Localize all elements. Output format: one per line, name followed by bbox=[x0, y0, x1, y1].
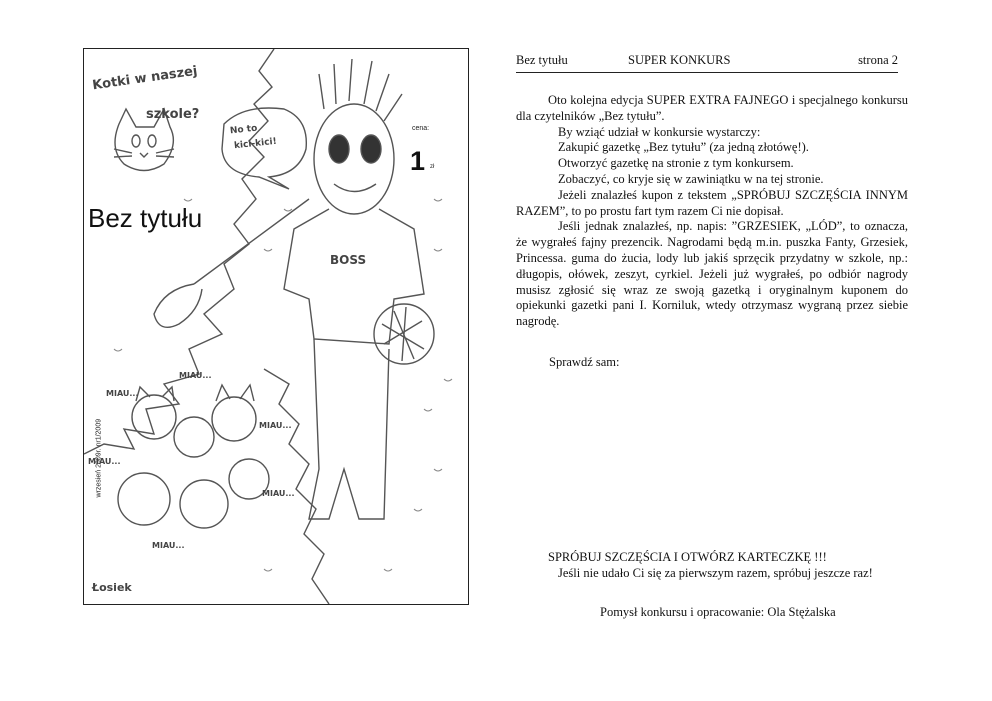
price-value: 1 bbox=[410, 146, 426, 176]
price-unit: zł bbox=[430, 164, 435, 170]
header-title: Bez tytułu bbox=[516, 53, 568, 67]
cats-group-drawing bbox=[118, 385, 269, 528]
article-body bbox=[516, 93, 908, 330]
article-paragraph: Oto kolejna edycja SUPER EXTRA FAJNEGO i specjalnego konkursu dla czytelników „Bez tytułu”. bbox=[516, 93, 908, 123]
check-yourself-text: Sprawdź sam: bbox=[549, 355, 620, 369]
price-label: cena: bbox=[412, 125, 430, 132]
shirt-text: BOSS bbox=[330, 253, 367, 267]
article-paragraph: Zobaczyć, co kryje się w zawiniątku w na tej stronie. bbox=[558, 171, 824, 186]
meow-text: MIAU... bbox=[259, 421, 292, 430]
meow-text: MIAU... bbox=[262, 489, 295, 498]
meow-text: MIAU... bbox=[88, 457, 121, 466]
header-page-number: strona 2 bbox=[858, 53, 898, 67]
meow-text: MIAU... bbox=[179, 371, 212, 380]
magazine-cover bbox=[83, 48, 469, 605]
closing-block bbox=[516, 550, 908, 582]
article-paragraph: Jeżeli znalazłeś kupon z tekstem „SPRÓBUJ SZCZĘŚCIA INNYM RAZEM”, to po prostu fart tym razem Ci nie dopisał. bbox=[516, 187, 908, 218]
page-header bbox=[516, 52, 898, 73]
article-paragraph: Jeśli jednak znalazłeś, np. napis: ”GRZESIEK, „LÓD”, to oznacza, że wygrałeś fajny prezencik. Nagrodami będą m.in. puszka Fanty, Grzesiek, Princessa. guma do żucia, lody lub jakiś sprzęcik przydatny w szkole, np.: długopis, ołówek, zeszyt, cyrkiel. Jeżeli już wygrałeś, po odbiór nagrody musisz zgłosić się wraz ze swoją gazetką i oryginalnym kuponem do opiekunki gazetki pani I. Korniluk, wtedy otrzymasz wygraną przez siebie nagrodę. bbox=[516, 219, 908, 329]
meow-text: MIAU... bbox=[106, 389, 139, 398]
credit-line: Pomysł konkursu i opracowanie: Ola Stężalska bbox=[600, 605, 836, 619]
speech-bubble-text-1: No to bbox=[229, 123, 258, 137]
boy-drawing bbox=[154, 59, 434, 519]
cover-headline-1: Kotki w naszej bbox=[91, 63, 199, 94]
artist-signature: Łosiek bbox=[92, 581, 132, 594]
speech-bubble-text-2: kici-kici! bbox=[233, 136, 278, 152]
article-paragraph: Otworzyć gazetkę na stronie z tym konkursem. bbox=[558, 156, 794, 171]
cover-illustration bbox=[84, 49, 468, 604]
issue-info: wrzesień 2009r. nr1/2009 bbox=[95, 418, 103, 498]
closing-headline: SPRÓBUJ SZCZĘŚCIA I OTWÓRZ KARTECZKĘ !!! bbox=[548, 550, 827, 564]
meow-text: MIAU... bbox=[152, 541, 185, 550]
cover-headline-2: szkole? bbox=[146, 107, 200, 122]
closing-text: Jeśli nie udało Ci się za pierwszym razem, spróbuj jeszcze raz! bbox=[558, 565, 873, 580]
cover-title: Bez tytułu bbox=[88, 203, 203, 233]
header-section: SUPER KONKURS bbox=[628, 53, 731, 67]
article-paragraph: By wziąć udział w konkursie wystarczy: bbox=[558, 124, 761, 139]
article-paragraph: Zakupić gazetkę „Bez tytułu” (za jedną złotówę!). bbox=[558, 140, 809, 155]
